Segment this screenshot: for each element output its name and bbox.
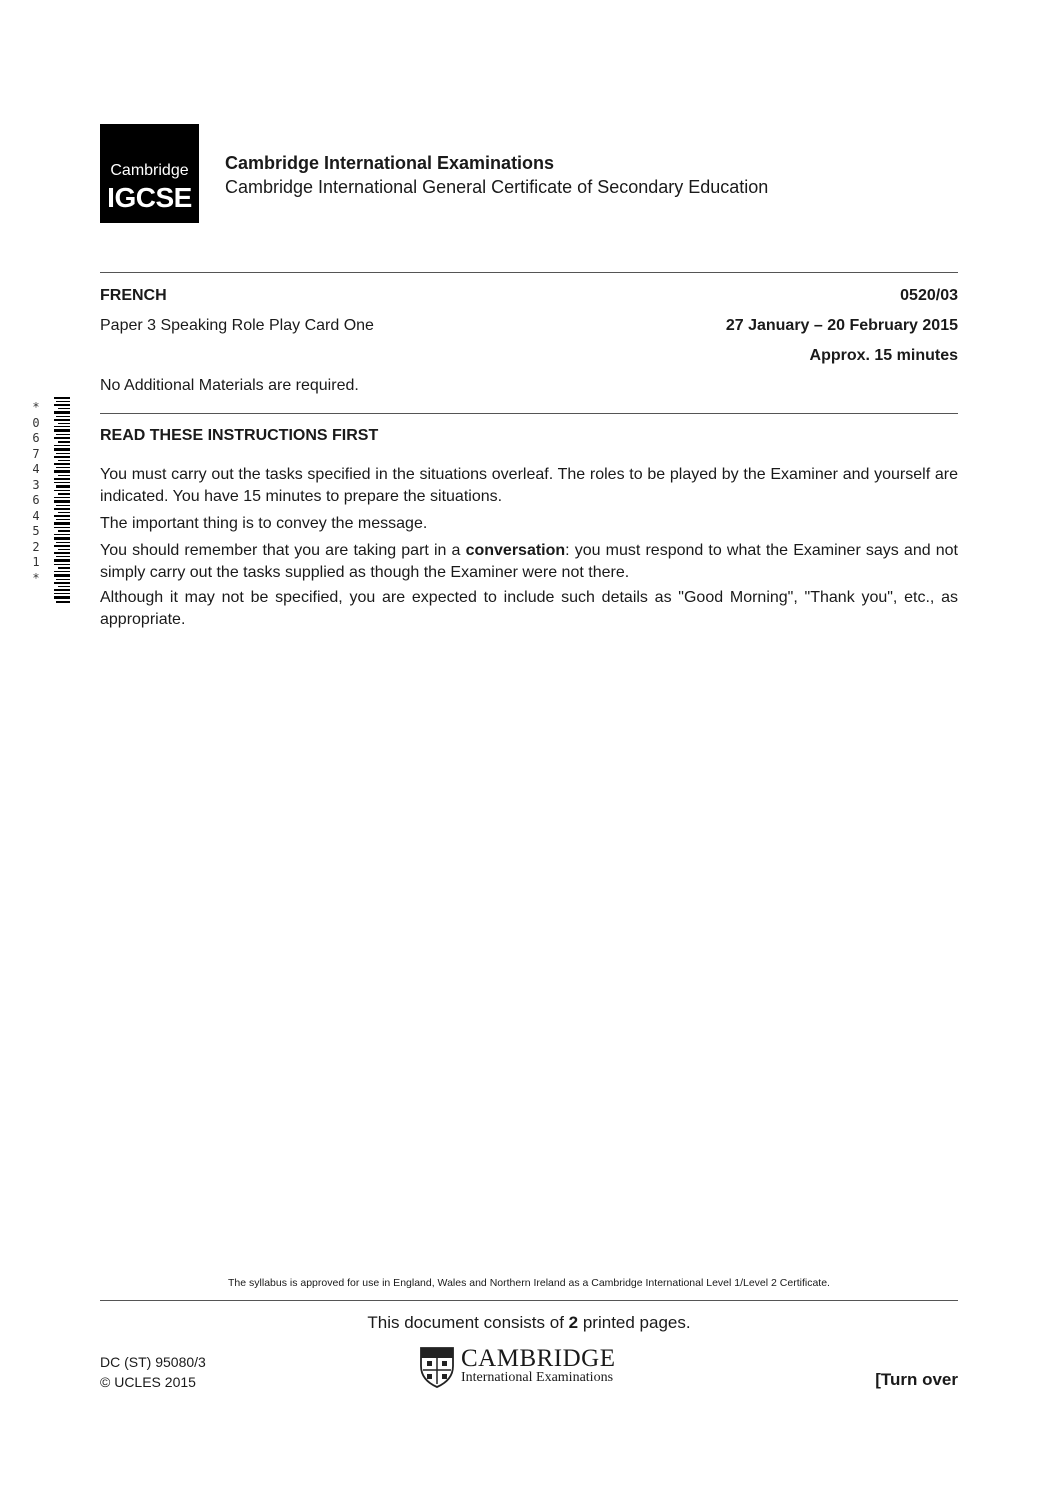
consists-before: This document consists of <box>367 1313 569 1332</box>
instruction-paragraph-2: The important thing is to convey the message. <box>100 515 428 532</box>
p3-before: You should remember that you are taking part in a <box>100 542 466 559</box>
instruction-paragraph-1: You must carry out the tasks specified in the situations overleaf. The roles to be played by the Examiner and yourself are indicated. You have 15 minutes to prepare the situations. <box>100 466 958 505</box>
subject: FRENCH <box>100 287 167 304</box>
exam-dates: 27 January – 20 February 2015 <box>725 317 958 334</box>
cie-wordmark: CAMBRIDGE <box>461 1345 616 1372</box>
consists-after: printed pages. <box>578 1313 691 1332</box>
p3-bold: conversation <box>465 542 566 559</box>
instruction-paragraph-3 <box>100 540 958 584</box>
instructions-heading: READ THESE INSTRUCTIONS FIRST <box>100 427 379 444</box>
cambridge-crest-icon <box>419 1346 455 1388</box>
cambridge-igcse-logo <box>100 124 199 223</box>
copyright: © UCLES 2015 <box>100 1374 196 1390</box>
barcode-icon <box>40 397 70 603</box>
dc-code: DC (ST) 95080/3 <box>100 1354 206 1370</box>
exam-board-title: Cambridge International Examinations <box>225 153 555 173</box>
p3-after: : you must respond to what the Examiner says and not simply carry out the tasks supplied as though the Examiner were not there. <box>100 542 959 581</box>
qualification-title: Cambridge International General Certificate of Secondary Education <box>225 177 769 197</box>
cie-subtitle: International Examinations <box>461 1370 614 1385</box>
syllabus-note: The syllabus is approved for use in England, Wales and Northern Ireland as a Cambridge International Level 1/Level 2 Certificate. <box>228 1277 830 1289</box>
duration: Approx. 15 minutes <box>809 347 958 364</box>
page-count-note <box>100 1313 958 1333</box>
barcode-digits: *0674364521* <box>32 400 40 585</box>
divider-top <box>100 272 958 273</box>
turn-over: [Turn over <box>875 1370 958 1389</box>
paper-title: Paper 3 Speaking Role Play Card One <box>100 317 374 334</box>
divider-bottom <box>100 1300 958 1301</box>
logo-line2: IGCSE <box>107 182 192 213</box>
instruction-paragraph-4: Although it may not be specified, you are expected to include such details as "Good Morning", "Thank you", etc., as appropriate. <box>100 589 958 628</box>
logo-line1: Cambridge <box>110 162 189 179</box>
materials-note: No Additional Materials are required. <box>100 377 359 394</box>
divider-mid <box>100 413 958 414</box>
consists-pages: 2 <box>568 1313 579 1332</box>
paper-code: 0520/03 <box>900 287 958 304</box>
